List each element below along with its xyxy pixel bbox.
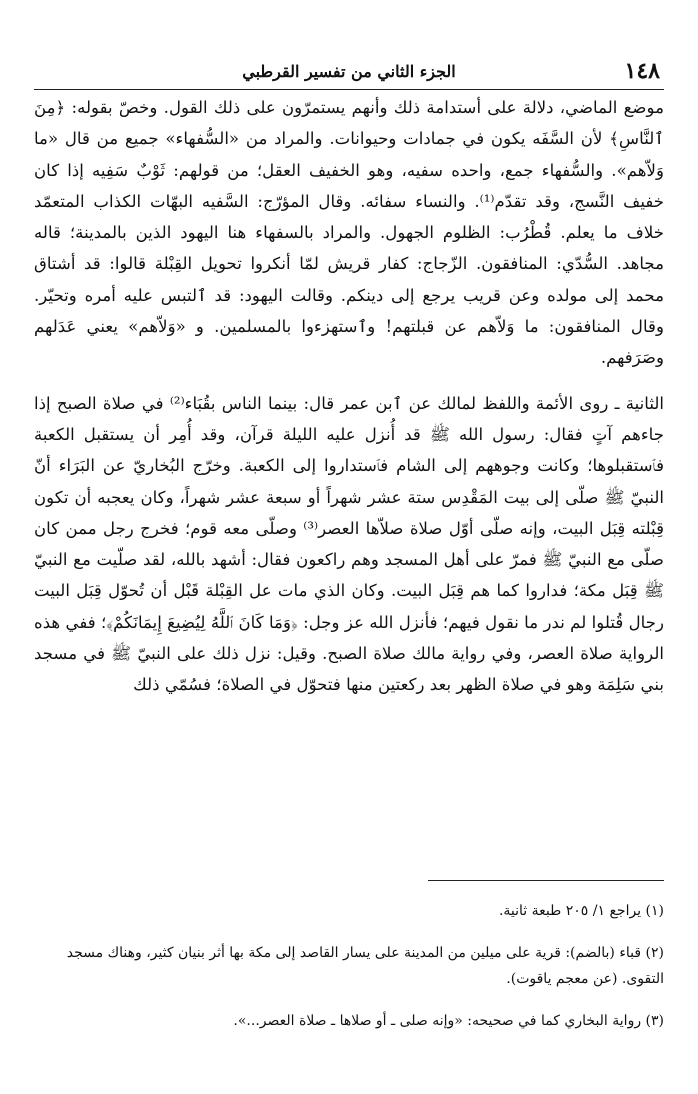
page-number: ١٤٨: [624, 58, 660, 84]
paragraph: موضع الماضي، دلالة على أستدامة ذلك وأنهم يستمرّون على ذلك القول. وخصّ بقوله: ﴿مِنَ ٱلنَّاسِ﴾ لأن السَّفَه يكون في جمادات وحيوانات. والمراد من «السُّفهاء» جميع من قال «ما وَلاّهم». والسُّفهاء جمع، واحده سفيه، وهو الخفيف العقل؛ من قولهم: ثَوْبٌ سَفِيه إذا كان خفيف النَّسج، وقد تقدّم⁽¹⁾. والنساء سفائه. وقال المؤرّج: السَّفيه البهّات الكذاب المتعمّد خلاف ما يعلم. قُطْرُب: الظلوم الجهول. والمراد بالسفهاء هنا اليهود الذين بالمدينة؛ قاله مجاهد. السُّدّي: المنافقون. الزّجاج: كفار قريش لمّا أنكروا تحويل القِبْلة قالوا: قد أشتاق محمد إلى مولده وعن قريب يرجع إلى دينكم. وقالت اليهود: قد ٱلتبس عليه أمره وتحيّر. وقال المنافقون: ما وَلاّهم عن قبلتهم! وٱستهزءوا بالمسلمين. و «وَلاّهم» يعني عَدَلهم وصَرَفهم.: [34, 98, 665, 368]
footnotes: [34, 898, 664, 1034]
footnote-2: (٢) قباء (بالضم): قرية على ميلين من المدينة على يسار القاصد إلى مكة بها أثر بنيان كثير، وهناك مسجد التقوى. (عن معجم ياقوت).: [66, 945, 664, 987]
body-text: [34, 92, 664, 701]
paragraph: الثانية ـ روى الأئمة واللفظ لمالك عن ٱبن عمر قال: بينما الناس بقُبَاء⁽²⁾ في صلاة الصبح إذا جاءهم آتٍ فقال: رسول الله ﷺ قد أُنزل عليه الليلة قرآن، وقد أُمِر أن يستقبل الكعبة فٱستقبلوها؛ وكانت وجوههم إلى الشام فٱستداروا إلى الكعبة. وخرّج البُخاريّ عن البَرَاء أنّ النبيّ ﷺ صلّى إلى بيت المَقْدِس ستة عشر شهراً أو سبعة عشر شهراً، وكان يعجبه أن تكون قِبْلته قِبَل البيت، وإنه صلّى أوّل صلاة صلاّها العصر⁽³⁾ وصلّى معه قوم؛ فخرج رجل ممن كان صلّى مع النبيّ ﷺ فمرّ على أهل المسجد وهم راكعون فقال: أشهد بالله، لقد صلّيت مع النبيّ ﷺ قِبَل مكة؛ فداروا كما هم قِبَل البيت. وكان الذي مات عل القِبْلة قَبْل أن تُحوّل قِبَل البيت رجال قُتلوا لم ندر ما نقول فيهم؛ فأنزل الله عز وجل: ﴿وَمَا كَانَ ٱللَّهُ لِيُضِيعَ إِيمَانَكُمْ﴾؛ ففي هذه الرواية صلاة العصر، وفي رواية مالك صلاة الصبح. وقيل: نزل ذلك على النبيّ ﷺ في مسجد بني سَلِمَة وهو في صلاة الظهر بعد ركعتين منها فتحوّل في الصلاة؛ فسُمّي ذلك: [34, 393, 665, 695]
footnote-1: (١) يراجع ١/ ٢٠٥ طبعة ثانية.: [498, 903, 664, 919]
running-title: الجزء الثاني من تفسير القرطبي: [242, 62, 456, 81]
footnote-rule: [428, 880, 664, 881]
footnote-3: (٣) رواية البخاري كما في صحيحه: «وإنه صلى ـ أو صلاها ـ صلاة العصر...».: [233, 1013, 664, 1029]
page-header: [34, 56, 664, 90]
header-rule: [34, 89, 664, 90]
